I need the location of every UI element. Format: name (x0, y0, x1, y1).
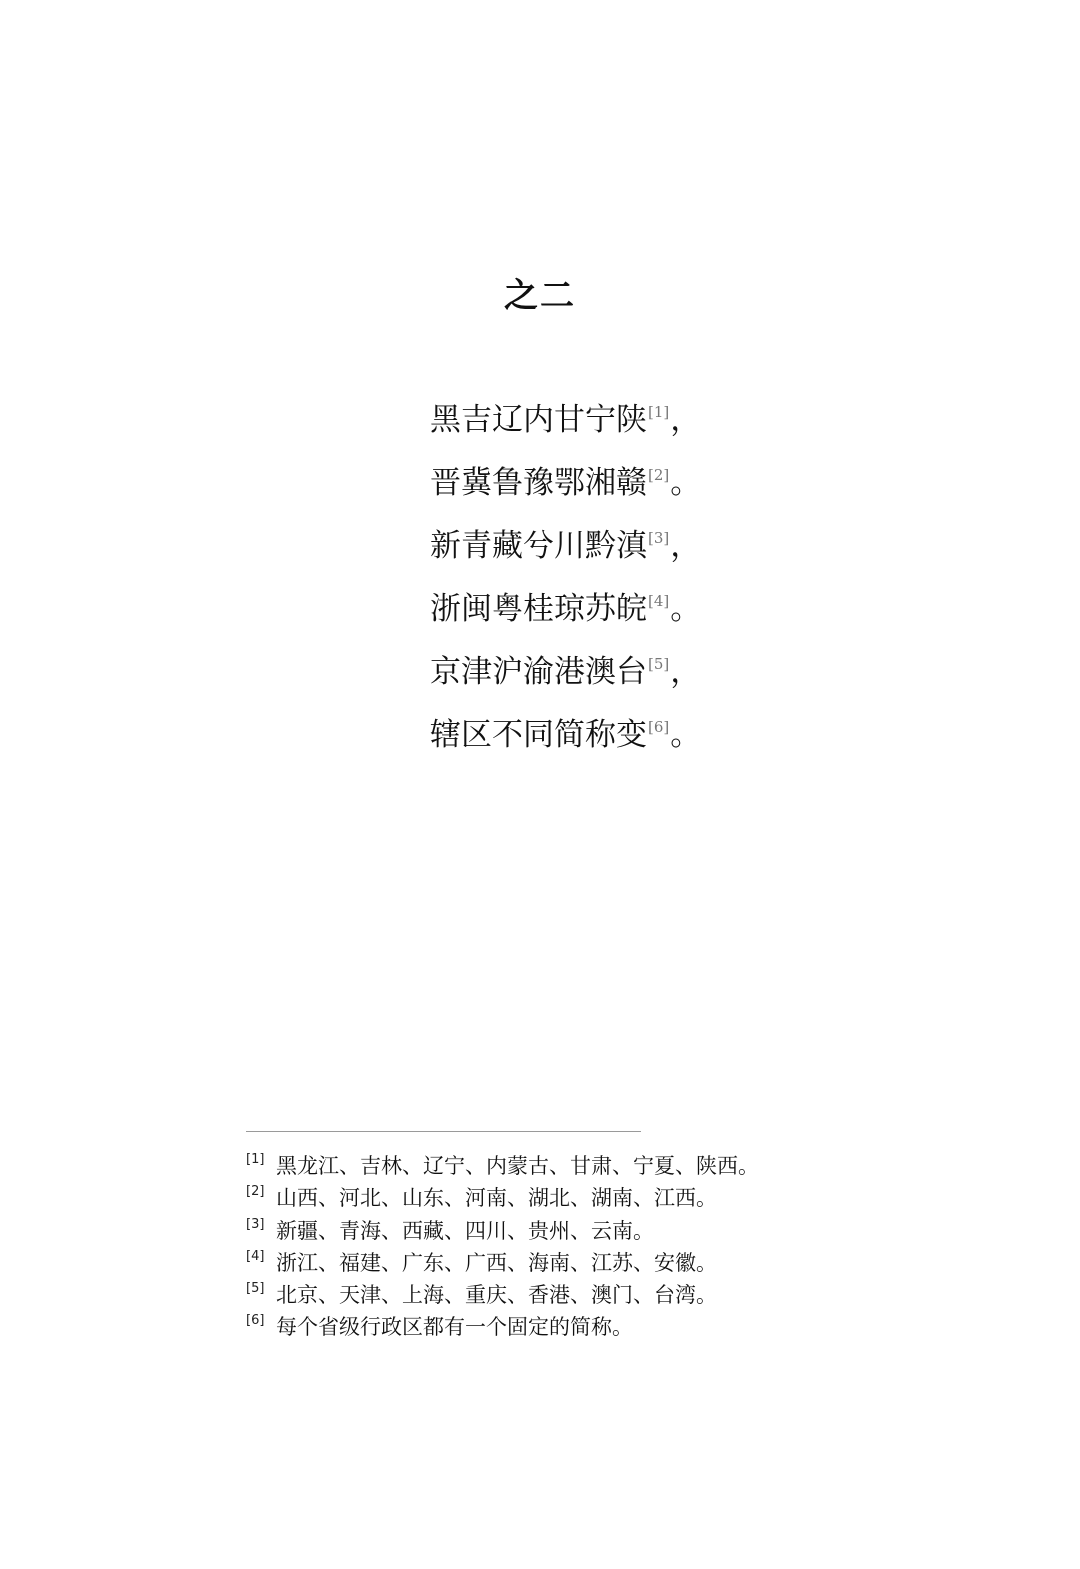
footnote-text: 北京、天津、上海、重庆、香港、澳门、台湾。 (276, 1283, 717, 1308)
footnote-text: 每个省级行政区都有一个固定的简称。 (276, 1315, 633, 1340)
footnotes (246, 1150, 759, 1344)
footnote (246, 1247, 759, 1279)
poem-line-text: 浙闽粤桂琼苏皖 (430, 591, 647, 627)
footnote-text: 浙江、福建、广东、广西、海南、江苏、安徽。 (276, 1250, 717, 1275)
poem-line (430, 584, 701, 647)
footnote-ref[interactable]: [6] (648, 718, 670, 736)
poem-line-text: 辖区不同简称变 (430, 717, 647, 753)
poem-punctuation: ， (670, 654, 702, 690)
poem-line (430, 458, 701, 521)
poem-line (430, 647, 701, 710)
poem-line (430, 395, 701, 458)
footnote-mark: [1] (246, 1152, 265, 1167)
footnote-mark: [3] (246, 1216, 265, 1232)
poem-line-text: 京津沪渝港澳台 (430, 654, 647, 690)
footnote-mark: [6] (246, 1313, 265, 1329)
poem (430, 395, 701, 773)
footnote-ref[interactable]: [3] (648, 529, 670, 547)
poem-punctuation: 。 (670, 591, 702, 627)
footnote (246, 1311, 759, 1343)
footnote-ref[interactable]: [1] (648, 403, 670, 421)
footnote-ref[interactable]: [2] (648, 466, 670, 484)
footnote-mark: [4] (246, 1248, 265, 1264)
poem-line-text: 新青藏兮川黔滇 (430, 528, 647, 564)
footnote-text: 新疆、青海、西藏、四川、贵州、云南。 (276, 1218, 654, 1243)
poem-punctuation: ， (670, 528, 702, 564)
poem-punctuation: 。 (670, 717, 702, 753)
footnote-ref[interactable]: [5] (648, 655, 670, 673)
poem-line (430, 521, 701, 584)
poem-punctuation: 。 (670, 465, 702, 501)
footnote-mark: [5] (246, 1281, 265, 1297)
footnote-text: 山西、河北、山东、河南、湖北、湖南、江西。 (276, 1186, 717, 1211)
poem-punctuation: ， (670, 402, 702, 438)
footnote-text: 黑龙江、吉林、辽宁、内蒙古、甘肃、宁夏、陕西。 (276, 1154, 759, 1178)
poem-line-text: 黑吉辽内甘宁陕 (430, 402, 647, 438)
page-title: 之二 (504, 276, 576, 316)
footnote (246, 1279, 759, 1311)
poem-line (430, 710, 701, 773)
poem-line-text: 晋冀鲁豫鄂湘赣 (430, 465, 647, 501)
footnote-divider (246, 1131, 641, 1132)
footnote-mark: [2] (246, 1184, 265, 1200)
footnote (246, 1182, 759, 1214)
footnote (246, 1215, 759, 1247)
footnote-ref[interactable]: [4] (648, 592, 670, 610)
footnote (246, 1150, 759, 1182)
